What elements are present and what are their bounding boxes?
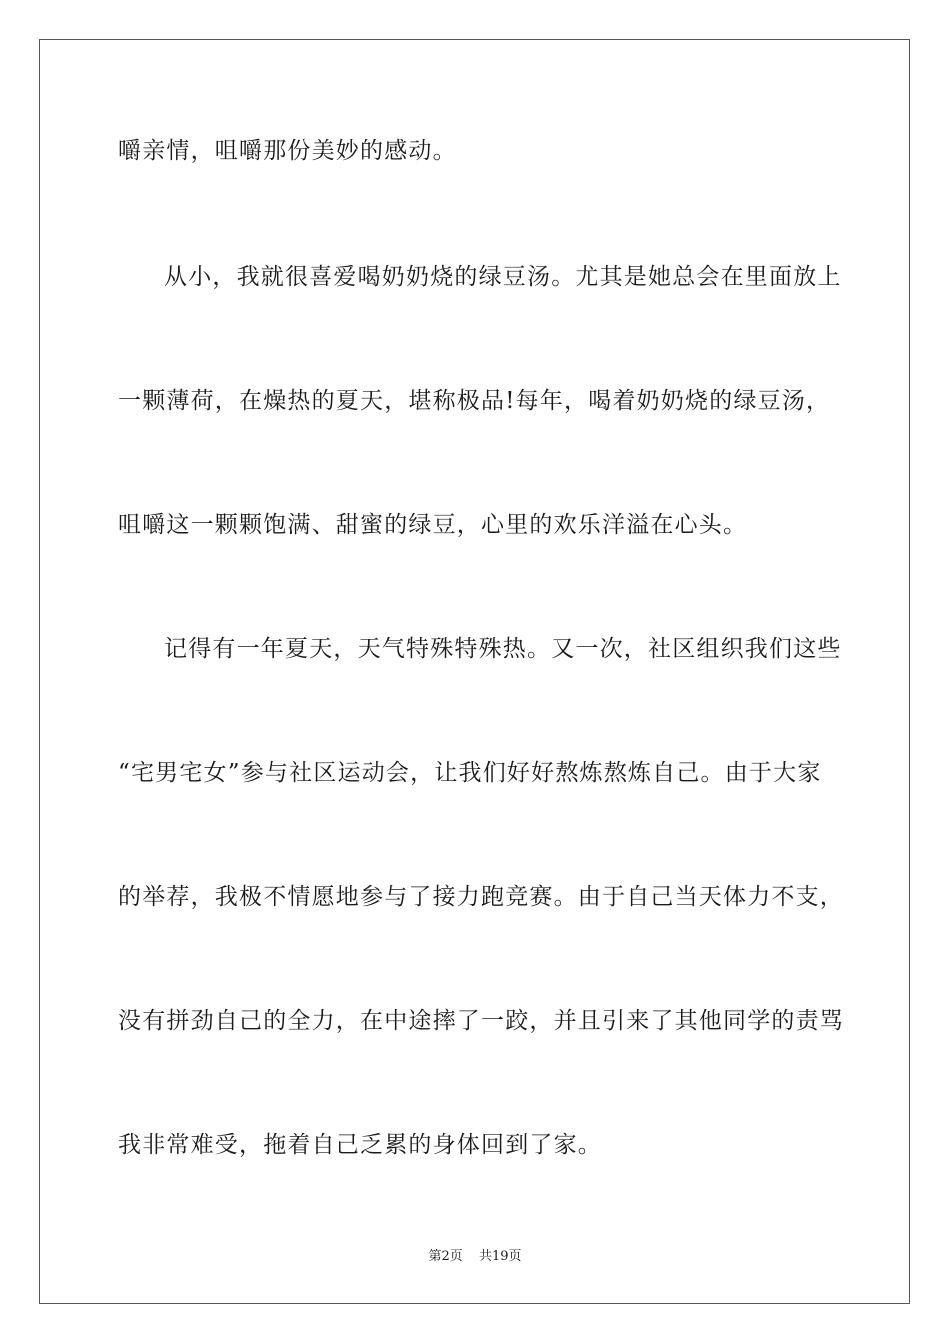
- total-pages: 共19页: [478, 1249, 522, 1264]
- text-line-2: 从小，我就很喜爱喝奶奶烧的绿豆汤。尤其是她总会在里面放上: [164, 264, 842, 290]
- page-border: [39, 39, 910, 1304]
- text-line-7: 的举荐，我极不情愿地参与了接力跑竞赛。由于自己当天体力不支，: [118, 884, 844, 910]
- text-line-6: “宅男宅女”参与社区运动会，让我们好好熬炼熬炼自己。由于大家: [118, 760, 822, 786]
- text-line-8: 没有拼劲自己的全力，在中途摔了一跤，并且引来了其他同学的责骂: [118, 1008, 844, 1034]
- text-line-4: 咀嚼这一颗颗饱满、甜蜜的绿豆，心里的欢乐洋溢在心头。: [118, 512, 748, 538]
- text-line-5: 记得有一年夏天，天气特殊特殊热。又一次，社区组织我们这些: [164, 636, 842, 662]
- page-footer: [0, 1248, 950, 1266]
- text-line-1: 嚼亲情，咀嚼那份美妙的感动。: [118, 138, 457, 164]
- text-line-3: 一颗薄荷，在燥热的夏天，堪称极品!每年，喝着奶奶烧的绿豆汤，: [118, 388, 831, 414]
- text-line-9: 我非常难受，拖着自己乏累的身体回到了家。: [118, 1132, 602, 1158]
- page-number: 第2页: [428, 1249, 463, 1264]
